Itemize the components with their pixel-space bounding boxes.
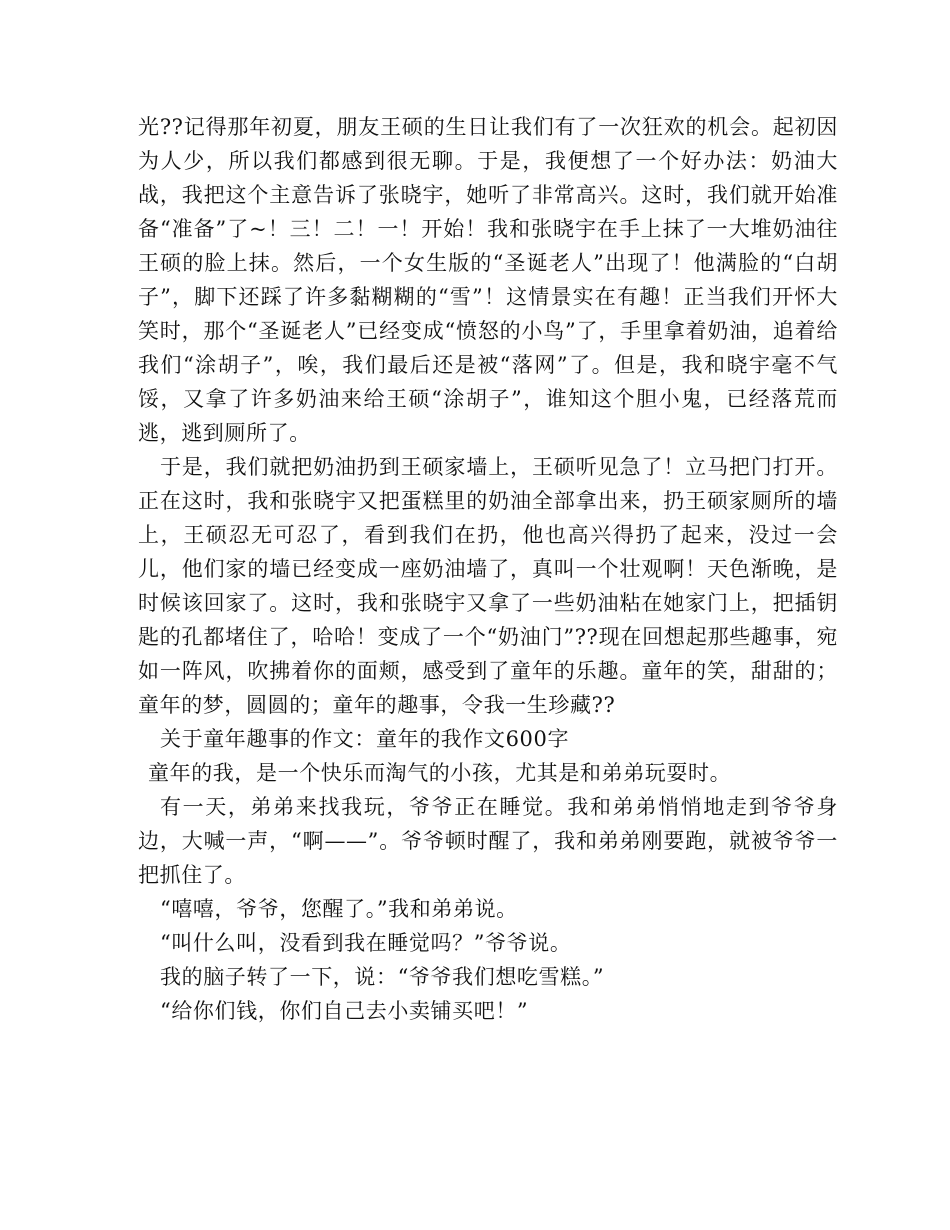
paragraph-5: “嘻嘻，爷爷，您醒了。”我和弟弟说。 <box>160 897 518 921</box>
essay-title: 关于童年趣事的作文：童年的我作文600字 <box>160 727 570 751</box>
paragraph-7: 我的脑子转了一下，说：“爷爷我们想吃雪糕。” <box>160 965 605 989</box>
paragraph-8: “给你们钱，你们自己去小卖铺买吧！” <box>160 999 529 1023</box>
paragraph-6: “叫什么叫，没看到我在睡觉吗？”爷爷说。 <box>160 931 572 955</box>
paragraph-3: 童年的我，是一个快乐而淘气的小孩，尤其是和弟弟玩耍时。 <box>148 761 732 785</box>
paragraph-2: 于是，我们就把奶油扔到王硕家墙上，王硕听见急了！立马把门打开。正在这时，我和张晓宇又把蛋糕里的奶油全部拿出来，扔王硕家厕所的墙上，王硕忍无可忍了，看到我们在扔，他也高兴得扔了起来，没过一会儿，他们家的墙已经变成一座奶油墙了，真叫一个壮观啊！天色渐晚，是时候该回家了。这时，我和张晓宇又拿了一些奶油粘在她家门上，把插钥匙的孔都堵住了，哈哈！变成了一个“奶油门”??现在回想起那些趣事，宛如一阵风，吹拂着你的面颊，感受到了童年的乐趣。童年的笑，甜甜的；童年的梦，圆圆的；童年的趣事，令我一生珍藏?? <box>138 455 838 717</box>
paragraph-4: 有一天，弟弟来找我玩，爷爷正在睡觉。我和弟弟悄悄地走到爷爷身边，大喊一声，“啊——”。爷爷顿时醒了，我和弟弟刚要跑，就被爷爷一把抓住了。 <box>138 795 838 887</box>
document-body <box>138 110 838 1028</box>
paragraph-1: 光??记得那年初夏，朋友王硕的生日让我们有了一次狂欢的机会。起初因为人少，所以我们都感到很无聊。于是，我便想了一个好办法：奶油大战，我把这个主意告诉了张晓宇，她听了非常高兴。这时，我们就开始准备“准备”了~！三！二！一！开始！我和张晓宇在手上抹了一大堆奶油往王硕的脸上抹。然后，一个女生版的“圣诞老人”出现了！他满脸的“白胡子”，脚下还踩了许多黏糊糊的“雪”！这情景实在有趣！正当我们开怀大笑时，那个“圣诞老人”已经变成“愤怒的小鸟”了，手里拿着奶油，追着给我们“涂胡子”，唉，我们最后还是被“落网”了。但是，我和晓宇毫不气馁，又拿了许多奶油来给王硕“涂胡子”，谁知这个胆小鬼，已经落荒而逃，逃到厕所了。 <box>138 115 838 445</box>
